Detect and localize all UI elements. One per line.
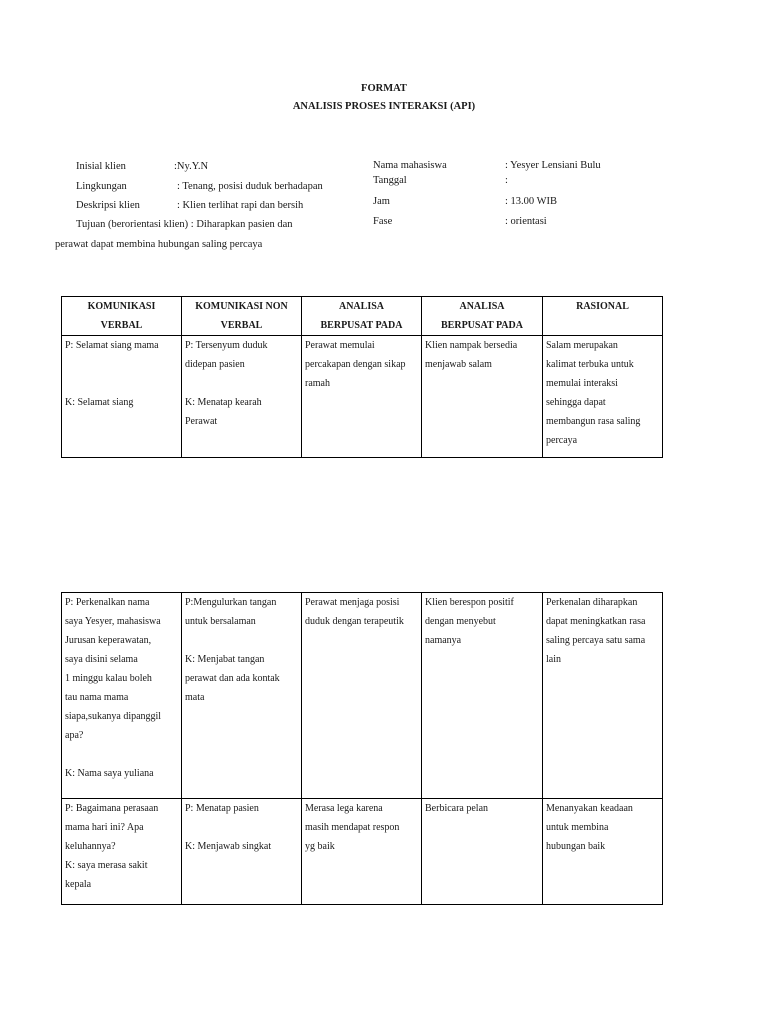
- cell-text: Perkenalan diharapkan dapat meningkatkan rasa saling percaya satu sama lain: [546, 597, 646, 665]
- table-cell: [543, 799, 663, 905]
- document-subtitle: ANALISIS PROSES INTERAKSI (API): [292, 101, 476, 112]
- cell-text: Klien berespon positif dengan menyebut namanya: [425, 597, 514, 646]
- table-cell: [182, 593, 302, 799]
- fase-value: : orientasi: [505, 216, 547, 227]
- cell-text: Perawat memulai percakapan dengan sikap ramah: [305, 340, 406, 389]
- table-cell: [302, 336, 422, 458]
- table-cell: [543, 336, 663, 458]
- tujuan-line-2: perawat dapat membina hubungan saling percaya: [55, 239, 263, 250]
- document-title: FORMAT: [361, 83, 407, 94]
- tanggal-value: :: [505, 175, 508, 186]
- jam-label: Jam: [373, 196, 390, 207]
- cell-text: P: Bagaimana perasaan mama hari ini? Apa keluhannya? K: saya merasa sakit kepala: [65, 803, 159, 890]
- table-cell: [422, 593, 543, 799]
- inisial-klien-label: Inisial klien: [76, 161, 126, 172]
- header-line: KOMUNIKASI: [87, 301, 156, 312]
- cell-text: P: Menatap pasien K: Menjawab singkat: [185, 803, 272, 852]
- header-line: BERPUSAT PADA: [441, 320, 523, 331]
- header-analisa-klien: [422, 297, 543, 336]
- table-row: [62, 799, 663, 905]
- api-table-page-1: [61, 296, 663, 458]
- header-line: RASIONAL: [576, 301, 629, 312]
- table-cell: [62, 799, 182, 905]
- cell-text: Berbicara pelan: [425, 803, 489, 814]
- nama-mahasiswa-label: Nama mahasiswa: [373, 160, 447, 171]
- api-table-page-2: [61, 592, 663, 905]
- cell-text: Merasa lega karena masih mendapat respon yg baik: [305, 803, 400, 852]
- header-line: BERPUSAT PADA: [320, 320, 403, 331]
- table-row: [62, 336, 663, 458]
- header-line: VERBAL: [220, 320, 263, 331]
- table-cell: [302, 799, 422, 905]
- table-cell: [62, 593, 182, 799]
- tanggal-label: Tanggal: [373, 175, 407, 186]
- table-cell: [302, 593, 422, 799]
- jam-value: : 13.00 WIB: [505, 196, 558, 207]
- header-analisa-perawat: [302, 297, 422, 336]
- deskripsi-klien-label: Deskripsi klien: [76, 200, 140, 211]
- cell-text: P:Mengulurkan tangan untuk bersalaman K: Menjabat tangan perawat dan ada kontak mata: [185, 597, 280, 703]
- table-cell: [543, 593, 663, 799]
- nama-mahasiswa-value: : Yesyer Lensiani Bulu: [505, 160, 601, 171]
- lingkungan-label: Lingkungan: [76, 181, 127, 192]
- header-komunikasi-verbal: [62, 297, 182, 336]
- deskripsi-klien-value: : Klien terlihat rapi dan bersih: [177, 200, 304, 211]
- fase-label: Fase: [373, 216, 393, 227]
- table-header-row: [62, 297, 663, 336]
- header-line: ANALISA: [338, 301, 384, 312]
- cell-text: Perawat menjaga posisi duduk dengan terapeutik: [305, 597, 404, 627]
- inisial-klien-value: :Ny.Y.N: [174, 161, 209, 172]
- header-line: KOMUNIKASI NON: [195, 301, 288, 312]
- table-cell: [422, 336, 543, 458]
- table-cell: [422, 799, 543, 905]
- tujuan-line-1: Tujuan (berorientasi klien) : Diharapkan pasien dan: [76, 219, 293, 230]
- header-line: ANALISA: [459, 301, 505, 312]
- table-cell: [182, 336, 302, 458]
- header-line: VERBAL: [100, 320, 143, 331]
- cell-text: Salam merupakan kalimat terbuka untuk memulai interaksi sehingga dapat membangun rasa saling percaya: [546, 340, 641, 446]
- header-rasional: [543, 297, 663, 336]
- cell-text: Menanyakan keadaan untuk membina hubungan baik: [546, 803, 633, 852]
- cell-text: Klien nampak bersedia menjawab salam: [425, 340, 518, 370]
- cell-text: P: Selamat siang mama K: Selamat siang: [65, 340, 159, 408]
- cell-text: P: Tersenyum duduk didepan pasien K: Menatap kearah Perawat: [185, 340, 268, 427]
- table-cell: [62, 336, 182, 458]
- lingkungan-value: : Tenang, posisi duduk berhadapan: [177, 181, 323, 192]
- table-row: [62, 593, 663, 799]
- header-komunikasi-non-verbal: [182, 297, 302, 336]
- cell-text: P: Perkenalkan nama saya Yesyer, mahasiswa Jurusan keperawatan, saya disini selama 1 minggu kalau boleh tau nama mama siapa,sukanya dipanggil apa? K: Nama saya yuliana: [65, 597, 162, 779]
- table-cell: [182, 799, 302, 905]
